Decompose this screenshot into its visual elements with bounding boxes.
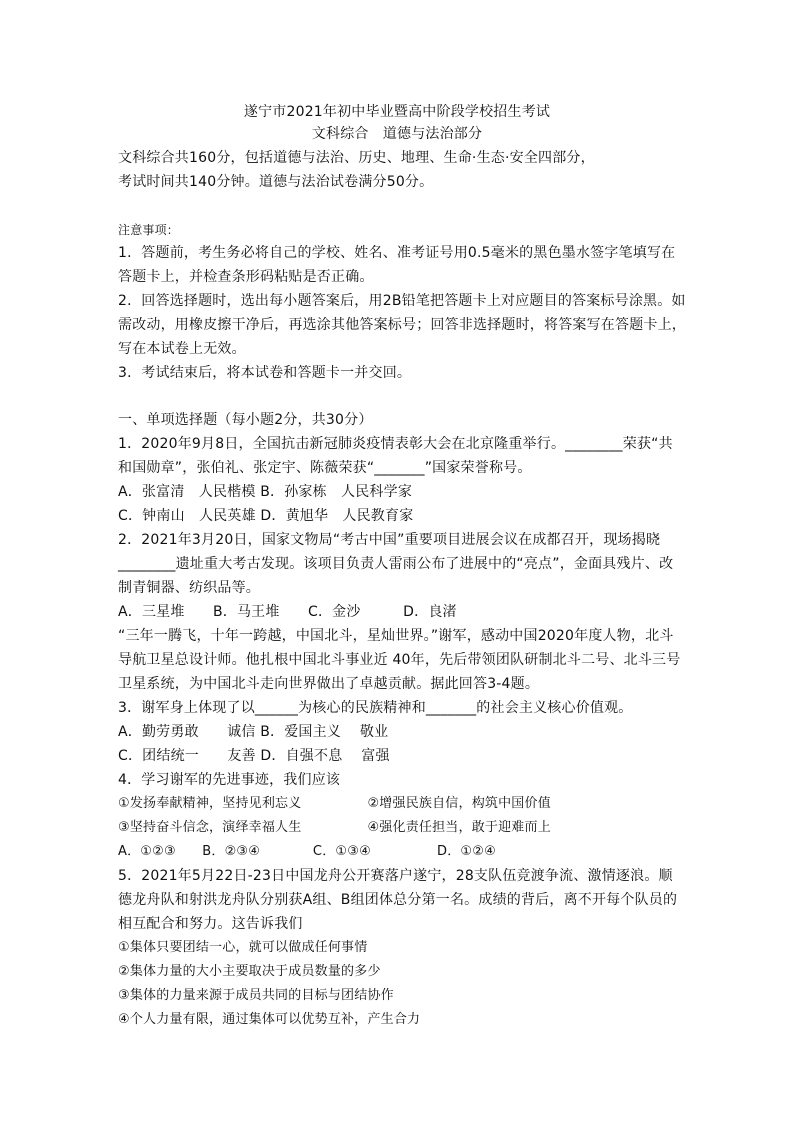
question-line: 卫星系统，为中国北斗走向世界做出了卓越贡献。据此回答3-4题。 (118, 676, 540, 692)
question-line: A．①②③ B．②③④ C．①③④ D．①②④ (118, 844, 496, 859)
question-line: 5．2021年5月22日-23日中国龙舟公开赛落户遂宁，28支队伍竞渡争流、激情逐浪。顺 (118, 868, 673, 884)
question-line: 4．学习谢军的先进事迹，我们应该 (118, 772, 341, 788)
question-line: C．团结统一 友善 D．自强不息 富强 (118, 748, 390, 764)
exam-subtitle: 文科综合 道德与法治部分 (311, 126, 483, 142)
intro-line: 文科综合共160分，包括道德与法治、历史、地理、生命·生态·安全四部分， (118, 150, 595, 166)
question-line: C．钟南山 人民英雄 D．黄旭华 人民教育家 (118, 508, 414, 524)
notice-line: 写在本试卷上无效。 (118, 341, 246, 357)
question-line: 1．2020年9月8日，全国抗击新冠肺炎疫情表彰大会在北京隆重举行。________荣获“共 (118, 436, 673, 452)
notice-line: 需改动，用橡皮擦干净后，再选涂其他答案标号；回答非选择题时，将答案写在答题卡上， (118, 317, 686, 333)
question-line: ①集体只要团结一心，就可以做成任何事情 (118, 940, 368, 955)
question-line: ②集体力量的大小主要取决于成员数量的多少 (118, 964, 381, 979)
question-line: ①发扬奉献精神，坚持见利忘义 ②增强民族自信，构筑中国价值 (118, 796, 551, 811)
question-line: 相互配合和努力。这告诉我们 (118, 916, 303, 932)
question-line: 制青铜器、纺织品等。 (118, 580, 260, 596)
question-line: ③坚持奋斗信念，演绎幸福人生 ④强化责任担当，敢于迎难而上 (118, 820, 551, 835)
question-line: “三年一腾飞，十年一跨越，中国北斗，星灿世界。”谢军，感动中国2020年度人物，北斗 (118, 628, 674, 644)
question-line: 3．谢军身上体现了以______为核心的民族精神和_______的社会主义核心价值观。 (118, 700, 633, 716)
question-line: 和国勋章”，张伯礼、张定宇、陈薇荣获“_______”国家荣誉称号。 (118, 460, 532, 476)
notice-line: 2．回答选择题时，选出每小题答案后，用2B铅笔把答题卡上对应题目的答案标号涂黑。如 (118, 293, 686, 309)
notice-heading: 注意事项： (118, 223, 180, 237)
question-line: A．张富清 人民楷模 B．孙家栋 人民科学家 (118, 484, 413, 500)
question-line: ________遗址重大考古发现。该项目负责人雷雨公布了进展中的“亮点”，金面具残片、改 (118, 556, 674, 572)
notice-line: 3．考试结束后，将本试卷和答题卡一并交回。 (118, 365, 412, 381)
question-line: ④个人力量有限，通过集体可以优势互补，产生合力 (118, 1012, 421, 1027)
notice-line: 1．答题前，考生务必将自己的学校、姓名、准考证号用0.5毫米的黑色墨水签字笔填写在 (118, 245, 676, 261)
notice-line: 答题卡上，并检查条形码粘贴是否正确。 (118, 269, 374, 285)
question-line: 2．2021年3月20日，国家文物局“考古中国”重要项目进展会议在成都召开，现场揭晓 (118, 532, 661, 548)
question-line: 德龙舟队和射洪龙舟队分别获A组、B组团体总分第一名。成绩的背后，离不开每个队员的 (118, 892, 678, 908)
question-line: A．三星堆 B．马王堆 C．金沙 D．良渚 (118, 604, 457, 620)
exam-title: 遂宁市2021年初中毕业暨高中阶段学校招生考试 (243, 104, 551, 120)
question-line: 导航卫星总设计师。他扎根中国北斗事业近 40年，先后带领团队研制北斗二号、北斗三号 (118, 652, 681, 668)
section-heading: 一、单项选择题（每小题2分，共30分） (118, 412, 373, 428)
intro-line: 考试时间共140分钟。道德与法治试卷满分50分。 (118, 174, 434, 190)
question-line: A．勤劳勇敢 诚信 B．爱国主义 敬业 (118, 724, 389, 740)
question-line: ③集体的力量来源于成员共同的目标与团结协作 (118, 988, 394, 1003)
